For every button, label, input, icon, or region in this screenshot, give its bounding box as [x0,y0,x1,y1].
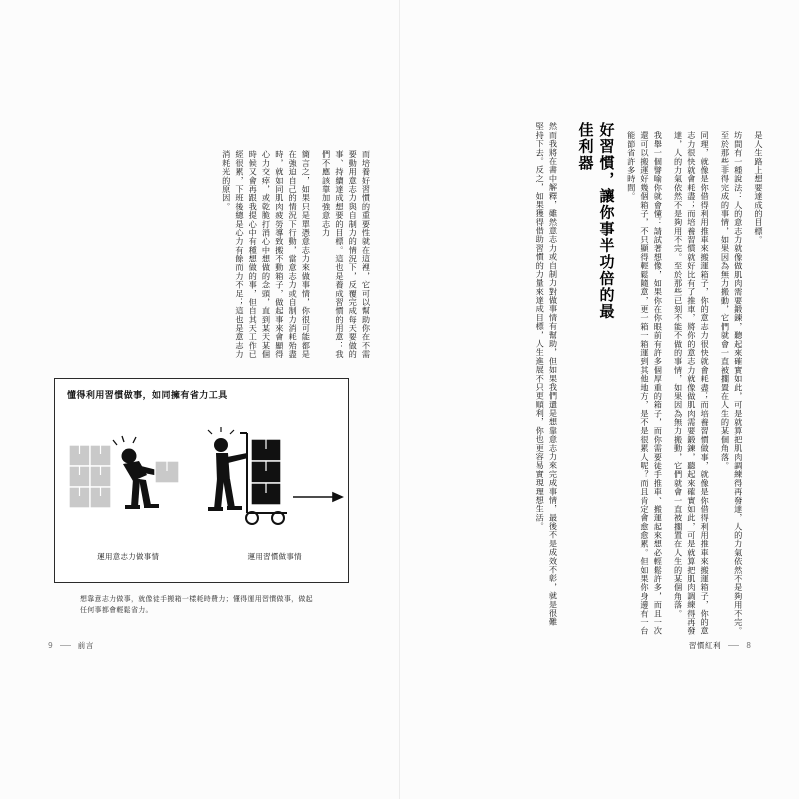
right-page [400,0,799,799]
left-page-text-body [212,150,372,365]
left-column-1: 簡言之，如果只是單憑意志力來做事情，你很可能都是在強迫自己的情況下行動，當意志力或自制力消耗殆盡時，就如同肌肉疲勞導致搬不動箱子，做起事來會顯得心力交瘁，或乾脆打消心中想做的念頭，直到某天某個時候又會再跟我提心中有種想做的事，但自其天工作已經很累，下班後總是心力有餘而力不足；這也是意志力消耗光的原因。 [221,150,311,359]
right-column-5: 是人生路上想要達成的目標。 [754,131,763,244]
footer-divider-right [728,645,739,646]
right-page-footer [689,640,751,651]
figure-title: 懂得利用習慣做事，如同擁有省力工具 [67,391,228,401]
left-column-2: 而培養好習慣的重要性就在這裡，它可以幫助你在不需要動用意志力與自制力的情況下，反覆完成每天要做的事、持續達成想要的目標。這也是養成習慣的用意：我們不應該靠加強意志力 [321,150,371,359]
footer-divider-left [60,645,71,646]
right-column-1: 然而我將在書中解釋，雖然意志力或自制力對做事情有幫助，但如果我們還是想靠意志力來完成事情，最後不是成效不彰，就是很難堅持下去。反之，如果獲得借助習慣的力量來達成目標，人生進展不只更順利，你也更容易實現理想生活。 [535,122,558,627]
figure-labels [55,551,348,562]
figure-label-left: 運用意志力做事情 [97,552,160,561]
chapter-title: 好習慣，讓你事半功倍的最佳利器 [576,122,616,320]
figure-note: 想靠意志力做事，就像徒手搬箱一樣耗時費力；懂得運用習慣做事，做起任何事都會輕鬆省力。 [80,595,313,615]
right-column-4: 坊間有一種說法：人的意志力就像做肌肉需要鍛鍊，聽起來確實如此，可是就算把肌肉調練得再發達，人的力氣依然不是夠用不完。至於那些非得完成的事情，如果因為無力搬動，它們就會一直被擱置在人生的某個角落。 [720,131,743,636]
right-page-number: 8 [746,641,751,650]
right-column-2: 我舉一個譬喻你就會懂：請試著想像，如果你在你眼前有許多個厚重的箱子，而你需要徒手推車、搬運起來想必輕鬆許多，而且一次還可以搬運好幾個箱子，不只顯得輕鬆隨意，更一箱一箱運到其他地方，是不是很累人呢？而且肯定會愈愈累。但如果你身邊有一台能節省許多時間。 [626,131,663,636]
right-page-text-body [526,122,765,636]
figure-box [54,378,349,583]
left-footer-label: 前言 [77,641,94,650]
right-column-3: 同理，就像是你借得利用推車來搬運箱子，你的意志力很快就會耗盡；而培養習慣做事，就像是你借得利用推車來搬運箱子，你的意志力很快就會耗盡；而培養習慣就好比有了推車，將你的意志力就像做肌肉需要鍛鍊，聽起來確實如此，可是就算把肌肉調練得再發達，人的力氣依然不是夠用不完。至於那些已刻不能不做的事情，如果因為無力搬動，它們就會一直被擱置在人生的某個角落。 [673,131,710,636]
left-page-number: 9 [48,641,53,650]
figure-label-right: 運用習慣做事情 [247,552,302,561]
figure-illustration [55,409,348,549]
right-footer-label: 習慣紅利 [688,641,722,650]
left-page-footer [48,640,94,651]
